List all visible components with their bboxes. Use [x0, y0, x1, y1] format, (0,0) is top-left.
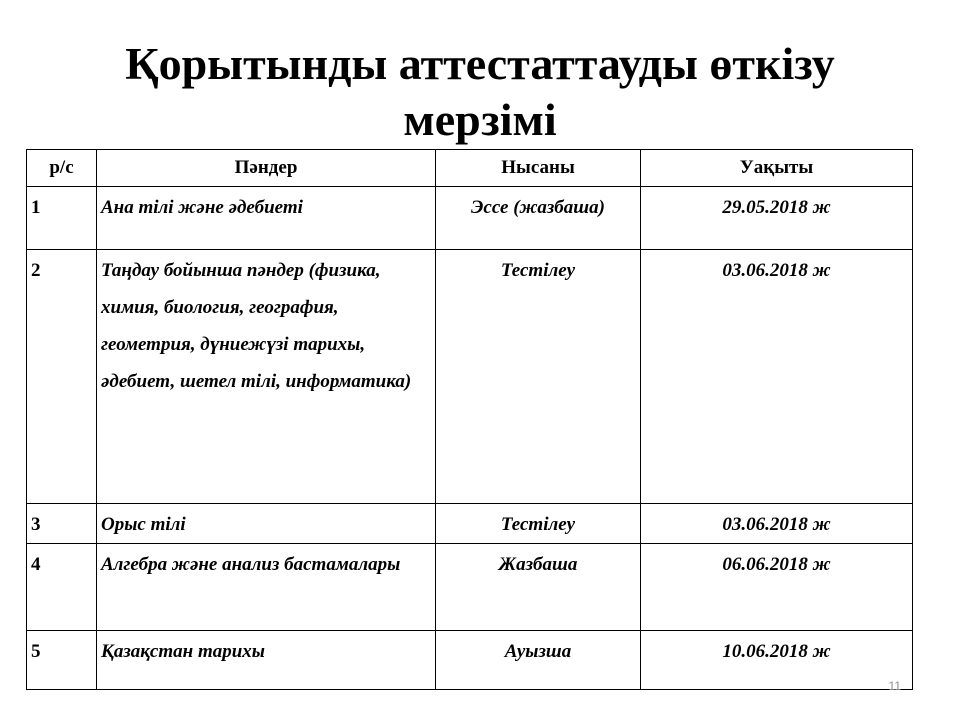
row-subject: Алгебра және анализ бастамалары: [97, 544, 436, 631]
header-num: р/с: [27, 150, 97, 187]
exam-schedule-table: [26, 149, 913, 690]
row-form: Эссе (жазбаша): [436, 187, 641, 250]
row-num: 4: [27, 544, 97, 631]
slide-title: [0, 36, 960, 148]
table-header-row: [27, 150, 913, 187]
row-date: 03.06.2018 ж: [641, 250, 913, 504]
slide-title-line-1: Қорытынды аттестаттауды өткізу: [125, 38, 835, 89]
row-form: Тестілеу: [436, 250, 641, 504]
table-row: [27, 631, 913, 690]
slide-title-line-2: мерзімі: [403, 94, 557, 145]
row-num: 1: [27, 187, 97, 250]
row-form: Тестілеу: [436, 504, 641, 544]
row-num: 3: [27, 504, 97, 544]
header-subject: Пәндер: [97, 150, 436, 187]
table-row: [27, 504, 913, 544]
table-row: [27, 544, 913, 631]
row-subject: Қазақстан тарихы: [97, 631, 436, 690]
row-num: 5: [27, 631, 97, 690]
row-date: 10.06.2018 ж: [641, 631, 913, 690]
header-date: Уақыты: [641, 150, 913, 187]
row-date: 06.06.2018 ж: [641, 544, 913, 631]
row-form: Жазбаша: [436, 544, 641, 631]
table-row: [27, 187, 913, 250]
page-number: 11: [888, 679, 901, 693]
table-row: [27, 250, 913, 504]
row-date: 29.05.2018 ж: [641, 187, 913, 250]
row-date: 03.06.2018 ж: [641, 504, 913, 544]
row-subject: Таңдау бойынша пәндер (физика, химия, биология, география, геометрия, дүниежүзі тарихы, әдебиет, шетел тілі, информатика): [97, 250, 436, 504]
header-form: Нысаны: [436, 150, 641, 187]
row-subject: Ана тілі және әдебиеті: [97, 187, 436, 250]
row-num: 2: [27, 250, 97, 504]
row-subject: Орыс тілі: [97, 504, 436, 544]
row-form: Ауызша: [436, 631, 641, 690]
